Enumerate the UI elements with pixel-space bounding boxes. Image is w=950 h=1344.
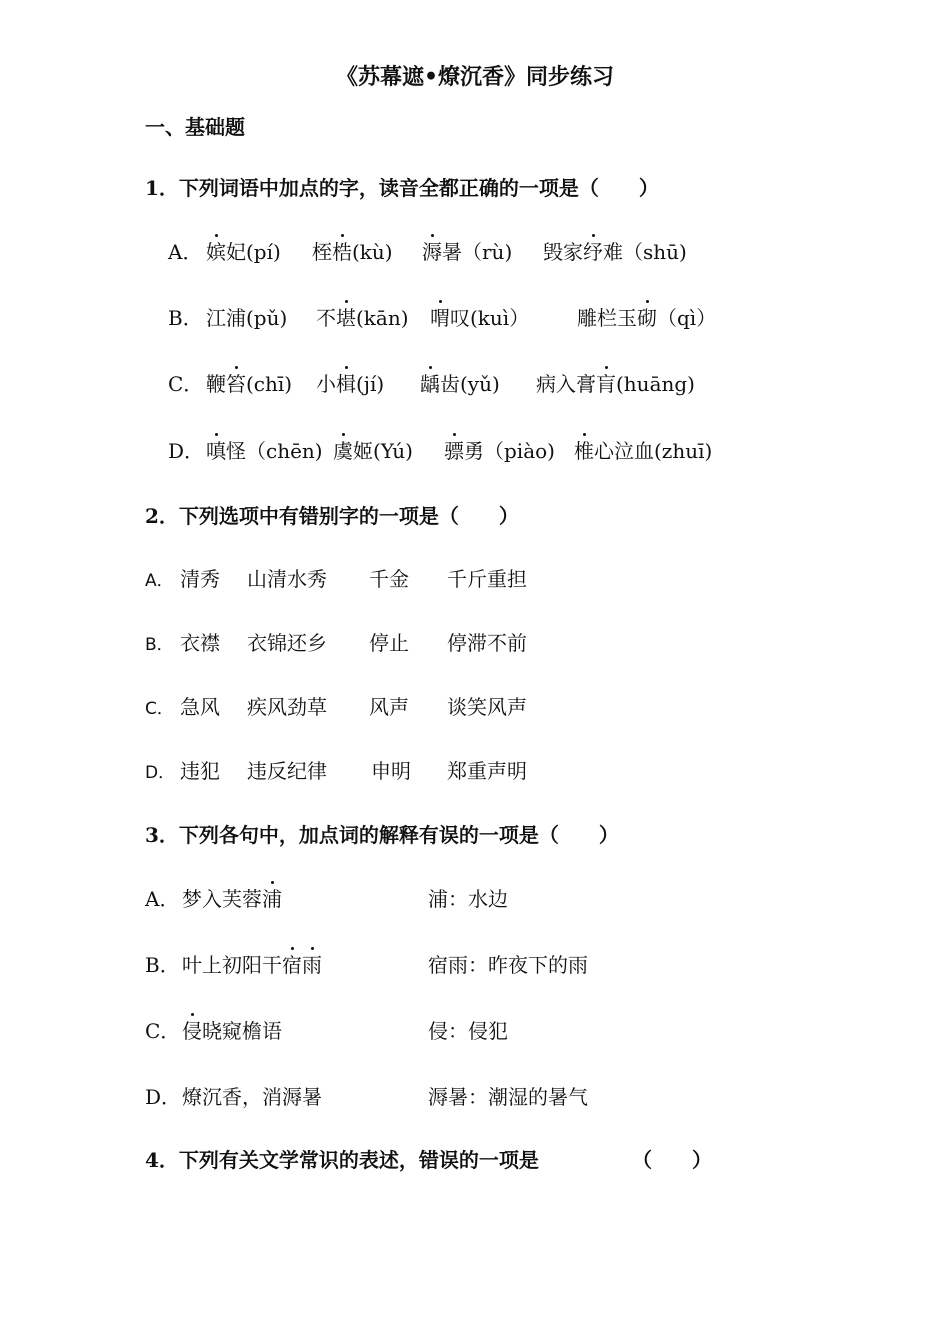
- q3c-explanation: 侵：侵犯: [428, 1019, 508, 1043]
- emphasis-dot-char: 梏: [332, 240, 352, 264]
- section-heading: 一、基础题: [145, 115, 245, 139]
- q1a-item-3: 溽暑（rù): [422, 240, 513, 264]
- q1b-item-1: 江浦(pǔ): [206, 306, 288, 330]
- q2a-word-2: 山清水秀: [247, 567, 327, 591]
- q2c-word-4: 谈笑风声: [447, 695, 527, 719]
- emphasis-dot-char: 骠: [444, 439, 464, 463]
- q2a-word-3: 千金: [369, 567, 409, 591]
- q1c-item-1: 鞭笞(chī): [206, 372, 293, 396]
- q1d-item-4: 椎心泣血(zhuī): [574, 439, 713, 463]
- q1a-item-1: 嫔妃(pí): [206, 240, 281, 264]
- option-label: B．: [168, 306, 203, 330]
- emphasis-dot-char: 嫔: [206, 240, 226, 264]
- q1b-item-2: 不堪(kān): [316, 306, 409, 330]
- q2d-word-4: 郑重声明: [447, 759, 527, 783]
- emphasis-dot-char: 笞: [226, 372, 246, 396]
- q3d-explanation: 溽暑：潮湿的暑气: [428, 1085, 588, 1109]
- q3a-sentence: 梦入芙蓉浦: [182, 887, 282, 911]
- emphasis-dot-char: 纾: [583, 240, 603, 264]
- q2b-word-3: 停止: [369, 631, 409, 655]
- emphasis-dot-char: 龋: [420, 372, 440, 396]
- q2c-word-3: 风声: [369, 695, 409, 719]
- q2c-word-2: 疾风劲草: [247, 695, 327, 719]
- q2c-word-1: 急风: [180, 695, 220, 719]
- q1c-item-4: 病入膏肓(huāng): [536, 372, 695, 396]
- page-title: 《苏幕遮•燎沉香》同步练习: [335, 64, 615, 90]
- q2b-word-1: 衣襟: [180, 631, 220, 655]
- option-label: C．: [168, 372, 204, 396]
- q1b-item-4: 雕栏玉砌（qì）: [577, 306, 717, 330]
- q1d-item-2: 虞姬(Yú): [333, 439, 413, 463]
- emphasis-dot-char: 宿: [282, 953, 302, 977]
- option-label: B．: [145, 953, 180, 977]
- emphasis-dot-char: 虞: [333, 439, 353, 463]
- q3b-sentence: 叶上初阳干宿雨: [182, 953, 322, 977]
- emphasis-dot-char: 楫: [336, 372, 356, 396]
- q3a-explanation: 浦：水边: [428, 887, 508, 911]
- question-3-stem: 3．下列各句中，加点词的解释有误的一项是（ ）: [145, 823, 619, 847]
- option-label: A．: [145, 887, 180, 911]
- option-label: D．: [145, 763, 176, 783]
- q1d-item-1: 嗔怪（chēn): [206, 439, 323, 463]
- question-4-answer-paren: （ ）: [632, 1148, 712, 1172]
- q1c-item-2: 小楫(jí): [316, 372, 385, 396]
- question-2-stem: 2．下列选项中有错别字的一项是（ ）: [145, 504, 519, 528]
- q2b-word-2: 衣锦还乡: [247, 631, 327, 655]
- q1a-item-4: 毁家纾难（shū): [543, 240, 687, 264]
- emphasis-dot-char: 肓: [596, 372, 616, 396]
- q1b-item-3: 喟叹(kuì）: [430, 306, 530, 330]
- q2a-word-4: 千斤重担: [447, 567, 527, 591]
- option-label: C．: [145, 699, 174, 719]
- q3d-sentence: 燎沉香，消溽暑: [182, 1085, 322, 1109]
- option-label: A．: [168, 240, 203, 264]
- emphasis-dot-char: 浦: [262, 887, 282, 911]
- question-4-stem: 4．下列有关文学常识的表述，错误的一项是: [145, 1148, 539, 1172]
- q2d-word-3: 申明: [371, 759, 411, 783]
- q2a-word-1: 清秀: [180, 567, 220, 591]
- option-label: A．: [145, 571, 174, 591]
- q2d-word-2: 违反纪律: [247, 759, 327, 783]
- emphasis-dot-char: 侵: [182, 1019, 202, 1043]
- q2b-word-4: 停滞不前: [447, 631, 527, 655]
- emphasis-dot-char: 砌: [637, 306, 657, 330]
- emphasis-dot-char: 溽: [422, 240, 442, 264]
- q2d-word-1: 违犯: [180, 759, 220, 783]
- q3c-sentence: 侵晓窥檐语: [182, 1019, 282, 1043]
- emphasis-dot-char: 喟: [430, 306, 450, 330]
- option-label: B．: [145, 635, 174, 655]
- emphasis-dot-char: 雨: [302, 953, 322, 977]
- emphasis-dot-char: 椎: [574, 439, 594, 463]
- emphasis-dot-char: 堪: [336, 306, 356, 330]
- q3b-explanation: 宿雨：昨夜下的雨: [428, 953, 588, 977]
- q1a-item-2: 桎梏(kù): [312, 240, 393, 264]
- option-label: C．: [145, 1019, 181, 1043]
- q1d-item-3: 骠勇（piào): [444, 439, 555, 463]
- emphasis-dot-char: 嗔: [206, 439, 226, 463]
- question-1-stem: 1．下列词语中加点的字，读音全都正确的一项是（ ）: [145, 176, 659, 200]
- q1c-item-3: 龋齿(yǔ): [420, 372, 500, 396]
- option-label: D．: [145, 1085, 182, 1109]
- option-label: D．: [168, 439, 205, 463]
